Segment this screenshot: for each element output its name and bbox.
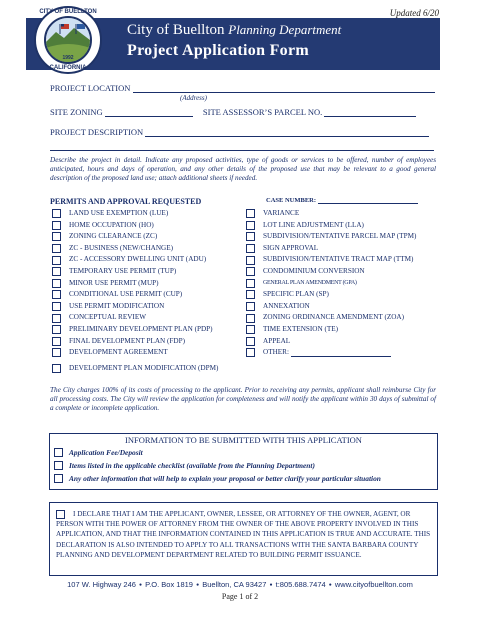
- permit-label: FINAL DEVELOPMENT PLAN (FDP): [69, 336, 185, 345]
- info-item-label: Application Fee/Deposit: [69, 448, 143, 457]
- checkbox[interactable]: [52, 244, 61, 253]
- checkbox[interactable]: [52, 209, 61, 218]
- checkbox[interactable]: [54, 461, 63, 470]
- project-location-field[interactable]: [133, 83, 435, 93]
- permit-option[interactable]: [52, 266, 218, 278]
- checkbox[interactable]: [54, 448, 63, 457]
- permit-option[interactable]: [52, 254, 218, 266]
- updated-date: Updated 6/20: [389, 8, 439, 18]
- permit-option[interactable]: [52, 243, 218, 255]
- form-title: Project Application Form: [127, 42, 309, 59]
- permit-option[interactable]: [246, 301, 416, 313]
- page-number: Page 1 of 2: [221, 592, 259, 601]
- permits-right-column: [246, 208, 416, 359]
- bullet-icon: ●: [328, 582, 332, 589]
- bullet-icon: ●: [269, 582, 273, 589]
- checkbox[interactable]: [52, 279, 61, 288]
- permit-label: MINOR USE PERMIT (MUP): [69, 278, 159, 287]
- permit-option[interactable]: [52, 336, 218, 348]
- case-number-field[interactable]: [318, 196, 418, 204]
- permit-label: ZC - BUSINESS (NEW/CHANGE): [69, 243, 174, 252]
- seal-landscape-icon: [46, 18, 90, 62]
- permit-label: CONDITIONAL USE PERMIT (CUP): [69, 290, 183, 299]
- permit-option[interactable]: [52, 278, 218, 290]
- checkbox[interactable]: [246, 314, 255, 323]
- permit-option[interactable]: [246, 254, 416, 266]
- info-item[interactable]: [54, 474, 381, 483]
- permit-option[interactable]: [246, 324, 416, 336]
- permit-option[interactable]: [246, 266, 416, 278]
- permits-heading: PERMITS AND APPROVAL REQUESTED: [50, 197, 202, 206]
- checkbox[interactable]: [52, 290, 61, 299]
- permit-label: LOT LINE ADJUSTMENT (LLA): [263, 220, 364, 229]
- site-zoning-row: [50, 107, 416, 117]
- permit-option[interactable]: [52, 363, 218, 375]
- permits-left-column: [52, 208, 218, 374]
- footer-website-link[interactable]: www.cityofbuellton.com: [334, 580, 413, 589]
- checkbox[interactable]: [52, 364, 61, 373]
- declaration: [56, 509, 432, 560]
- site-zoning-label: SITE ZONING: [50, 107, 103, 117]
- checkbox[interactable]: [52, 256, 61, 265]
- description-line-2[interactable]: [50, 150, 434, 151]
- permit-label: APPEAL: [263, 336, 291, 345]
- permit-label: HOME OCCUPATION (HO): [69, 220, 154, 229]
- permit-option-other[interactable]: [246, 347, 416, 359]
- declaration-checkbox[interactable]: [56, 510, 65, 519]
- permit-label: LAND USE EXEMPTION (LUE): [69, 209, 169, 217]
- seal-bottom-text: CALIFORNIA: [49, 65, 87, 71]
- project-location-row: [50, 83, 435, 93]
- permit-option[interactable]: [246, 220, 416, 232]
- seal-top-text: CITY OF BUELLTON: [39, 9, 97, 15]
- permit-label: TEMPORARY USE PERMIT (TUP): [69, 266, 177, 275]
- permit-label: DEVELOPMENT PLAN MODIFICATION (DPM): [69, 363, 219, 372]
- permit-label: ZONING ORDINANCE AMENDMENT (ZOA): [263, 313, 405, 322]
- checkbox[interactable]: [246, 244, 255, 253]
- checkbox[interactable]: [246, 290, 255, 299]
- permit-label: CONDOMINIUM CONVERSION: [263, 266, 365, 275]
- permit-option[interactable]: [52, 231, 218, 243]
- footer-contact: [0, 580, 480, 589]
- city-title: [127, 22, 341, 39]
- permit-option[interactable]: [52, 324, 218, 336]
- checkbox[interactable]: [52, 232, 61, 241]
- permit-option[interactable]: [52, 301, 218, 313]
- project-description-label: PROJECT DESCRIPTION: [50, 127, 144, 137]
- info-item[interactable]: [54, 461, 315, 470]
- declaration-box: [49, 502, 438, 576]
- permit-label: ZC - ACCESSORY DWELLING UNIT (ADU): [69, 255, 207, 264]
- permit-label: GENERAL PLAN AMENDMENT (GPA): [263, 279, 357, 286]
- permit-label: TIME EXTENSION (TE): [263, 324, 339, 333]
- bullet-icon: ●: [139, 582, 143, 589]
- info-item-label: Any other information that will help to explain your proposal or better clarify your particular situation: [69, 474, 381, 483]
- permit-option[interactable]: [52, 312, 218, 324]
- checkbox[interactable]: [52, 314, 61, 323]
- case-number: [266, 196, 418, 204]
- parcel-no-field[interactable]: [324, 107, 416, 117]
- info-box: [49, 433, 438, 490]
- info-item[interactable]: [54, 448, 143, 457]
- permit-label: SUBDIVISION/TENTATIVE TRACT MAP (TTM): [263, 255, 414, 264]
- footer-po-box: P.O. Box 1819: [145, 580, 193, 589]
- project-description-row: [50, 127, 429, 137]
- checkbox[interactable]: [246, 209, 255, 218]
- checkbox[interactable]: [52, 348, 61, 357]
- checkbox[interactable]: [52, 267, 61, 276]
- permit-label: ANNEXATION: [263, 301, 310, 310]
- checkbox[interactable]: [246, 302, 255, 311]
- permit-option[interactable]: [246, 231, 416, 243]
- seal-year: 1992: [62, 55, 74, 61]
- fee-notice: The City charges 100% of its costs of processing to the applicant. Prior to receiving any permits, applicant shall reimburse City for all processing costs. The City will review the application for completeness and will notify the applicant within 30 days of submittal of a complete or incomplete application.: [50, 386, 436, 412]
- permit-label: OTHER:: [263, 348, 289, 357]
- footer-phone: t:805.688.7474: [275, 580, 326, 589]
- footer-city-zip: Buellton, CA 93427: [202, 580, 267, 589]
- permit-option[interactable]: [246, 278, 416, 290]
- checkbox[interactable]: [54, 474, 63, 483]
- permit-option[interactable]: [52, 208, 218, 220]
- permit-label: SUBDIVISION/TENTATIVE PARCEL MAP (TPM): [263, 232, 417, 241]
- checkbox[interactable]: [52, 337, 61, 346]
- permit-label: PRELIMINARY DEVELOPMENT PLAN (PDP): [69, 324, 213, 333]
- checkbox[interactable]: [52, 302, 61, 311]
- bullet-icon: ●: [196, 582, 200, 589]
- department-name: Planning Department: [228, 22, 342, 37]
- info-item-label: Items listed in the applicable checklist (available from the Planning Department): [69, 461, 315, 470]
- permit-label: DEVELOPMENT AGREEMENT: [69, 348, 168, 357]
- permit-option[interactable]: [52, 289, 218, 301]
- footer-address: 107 W. Highway 246: [67, 580, 136, 589]
- permit-option[interactable]: [246, 208, 416, 220]
- seal-landscape: [44, 16, 92, 64]
- other-field[interactable]: [291, 349, 391, 357]
- permit-label: VARIANCE: [263, 209, 300, 217]
- checkbox[interactable]: [246, 325, 255, 334]
- city-name: City of Buellton: [127, 22, 225, 38]
- permit-option[interactable]: [246, 243, 416, 255]
- project-description-field[interactable]: [145, 127, 429, 137]
- description-help-text: Describe the project in detail. Indicate any proposed activities, type of goods or services to be offered, number of employees anticipated, hours and days of operation, and any other details of the proposed use that may be relevant to a good general description of the proposed land use; attach additional sheets if needed.: [50, 156, 436, 182]
- case-number-label: CASE NUMBER:: [266, 197, 317, 204]
- permit-label: USE PERMIT MODIFICATION: [69, 301, 165, 310]
- checkbox[interactable]: [246, 348, 255, 357]
- checkbox[interactable]: [246, 256, 255, 265]
- parcel-no-label: SITE ASSESSOR’S PARCEL NO.: [202, 107, 323, 117]
- permit-label: ZONING CLEARANCE (ZC): [69, 232, 158, 241]
- checkbox[interactable]: [246, 267, 255, 276]
- permit-option[interactable]: [246, 312, 416, 324]
- permit-option[interactable]: [52, 220, 218, 232]
- project-location-label: PROJECT LOCATION: [50, 83, 131, 93]
- checkbox[interactable]: [246, 337, 255, 346]
- declaration-text: I DECLARE THAT I AM THE APPLICANT, OWNER, LESSEE, OR ATTORNEY OF THE OWNER, AGENT, OR PERSON WITH THE POWER OF ATTORNEY FROM THE OWNER OF THE ABOVE PROPERTY INVOLVED IN THIS APPLICATION, AND THAT THE INFORMATION CONTAINED IN THIS APPLICATION IS TRUE AND ACCURATE. THIS DECLARATION IS ALSO INTENDED TO APPLY TO ALL TRANSACTIONS WITH THE SANTA BARBARA COUNTY PLANNING AND DEVELOPMENT DEPARTMENT RELATED TO BUILDING PERMIT ISSUANCE.: [56, 510, 431, 559]
- permit-option[interactable]: [52, 347, 218, 359]
- city-seal-logo: [34, 6, 102, 74]
- checkbox[interactable]: [52, 325, 61, 334]
- checkbox[interactable]: [52, 221, 61, 230]
- checkbox[interactable]: [246, 232, 255, 241]
- checkbox[interactable]: [246, 279, 255, 288]
- permit-label: CONCEPTUAL REVIEW: [69, 313, 146, 322]
- checkbox[interactable]: [246, 221, 255, 230]
- site-zoning-field[interactable]: [105, 107, 193, 117]
- permit-option[interactable]: [246, 336, 416, 348]
- info-title: INFORMATION TO BE SUBMITTED WITH THIS APPLICATION: [125, 435, 362, 445]
- permit-option[interactable]: [246, 289, 416, 301]
- address-hint: (Address): [180, 94, 207, 102]
- permit-label: SPECIFIC PLAN (SP): [263, 290, 329, 299]
- permit-label: SIGN APPROVAL: [263, 243, 319, 252]
